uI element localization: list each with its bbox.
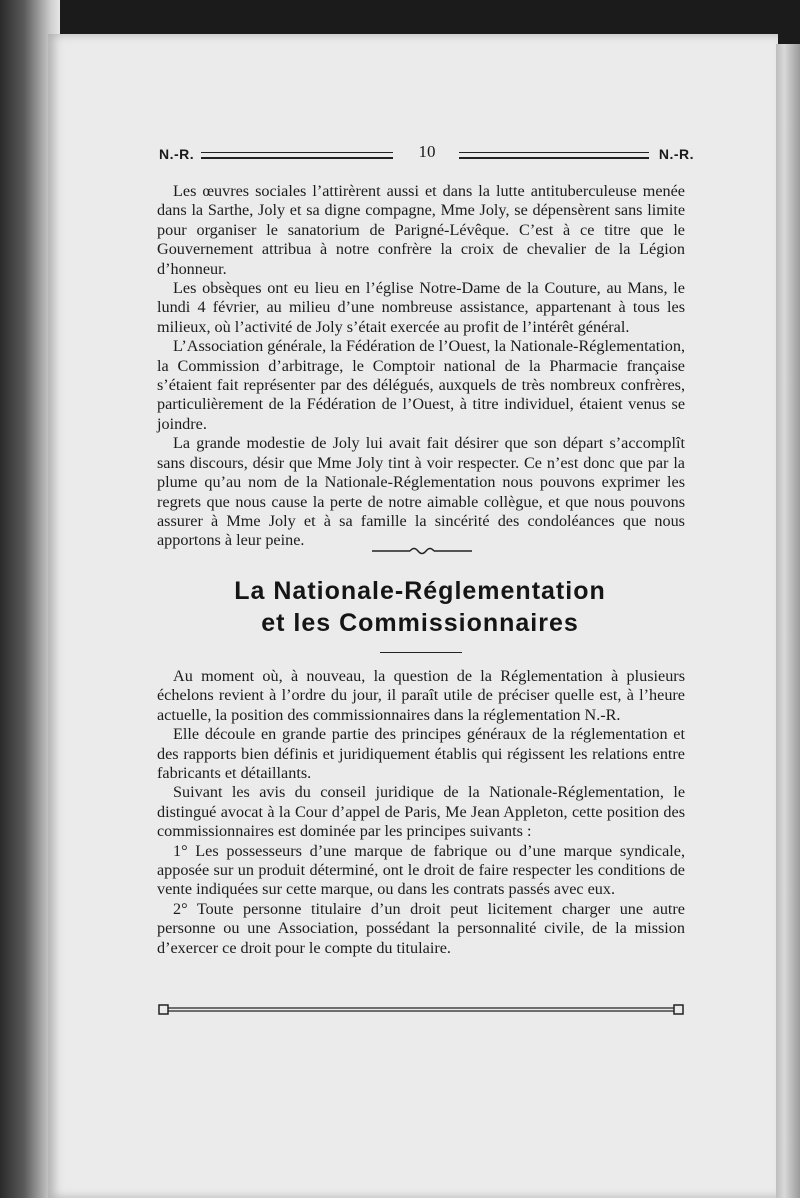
section-title-line1: La Nationale-Réglementation xyxy=(234,577,606,605)
paragraph: La grande modestie de Joly lui avait fait désirer que son départ s’accomplît sans discours, désir que Mme Joly tint à voir respecter. Ce n’est donc que par la plume qu’au nom de la Nationale-Réglementation nous pouvons exprimer les regrets que nous cause la perte de notre aimable collègue, et que nous pouvons assurer à Mme Joly et à sa famille la sincérité des condoléances que nous apportons à leur peine. xyxy=(157,434,685,550)
title-underline xyxy=(380,652,462,653)
page-number: 10 xyxy=(418,142,436,161)
article-text xyxy=(157,667,685,958)
paragraph: Elle découle en grande partie des principes généraux de la réglementation et des rapports bien définis et juridiquement établis qui régissent les relations entre fabricants et détaillants. xyxy=(157,725,685,783)
right-page-edge xyxy=(776,44,800,1198)
paragraph: 1° Les possesseurs d’une marque de fabrique ou d’une marque syndicale, apposée sur un produit déterminé, ont le droit de faire respecter les conditions de vente indiquées sur cette marque, ou dans les contrats passés avec eux. xyxy=(157,841,685,899)
paragraph: Les œuvres sociales l’attirèrent aussi et dans la lutte antituberculeuse menée dans la Sarthe, Joly et sa digne compagne, Mme Joly, se dépensèrent sans limite pour organiser le sanatorium de Parigné-Lévêque. C’est à ce titre que le Gouvernement attribua à notre confrère la croix de chevalier de la Légion d’honneur. xyxy=(157,182,685,278)
paragraph: Au moment où, à nouveau, la question de la Réglementation à plusieurs échelons revient à l’ordre du jour, il paraît utile de préciser quelle est, à l’heure actuelle, la position des commissionnaires dans la réglementation N.-R. xyxy=(157,667,685,724)
section-title-line2: et les Commissionnaires xyxy=(261,609,579,637)
header-rule-right xyxy=(459,152,649,159)
header-left-mark: N.-R. xyxy=(159,146,195,162)
section-divider-ornament xyxy=(372,544,472,558)
obituary-text xyxy=(157,182,685,551)
header-right-mark: N.-R. xyxy=(658,146,694,162)
header-rule-left xyxy=(201,152,393,159)
paragraph: Les obsèques ont eu lieu en l’église Notre-Dame de la Couture, au Mans, le lundi 4 février, au milieu d’une nombreuse assistance, appartenant à tous les milieux, où l’activité de Joly s’était exercée au profit de l’intérêt général. xyxy=(157,279,685,336)
paragraph: L’Association générale, la Fédération de l’Ouest, la Nationale-Réglementation, la Commission d’arbitrage, le Comptoir national de la Pharmacie française s’étaient fait représenter par des délégués, auxquels de très nombreux confrères, particulièrement de la Fédération de l’Ouest, à titre individuel, étaient venus se joindre. xyxy=(157,337,685,433)
paragraph: 2° Toute personne titulaire d’un droit peut licitement charger une autre personne ou une Association, possédant la personnalité civile, de la mission d’exercer ce droit pour le compte du titulaire. xyxy=(157,899,685,957)
footer-rule xyxy=(158,1003,684,1017)
paragraph: Suivant les avis du conseil juridique de la Nationale-Réglementation, le distingué avocat à la Cour d’appel de Paris, Me Jean Appleton, cette position des commissionnaires est dominée par les principes suivants : xyxy=(157,783,685,841)
running-header xyxy=(159,142,694,166)
